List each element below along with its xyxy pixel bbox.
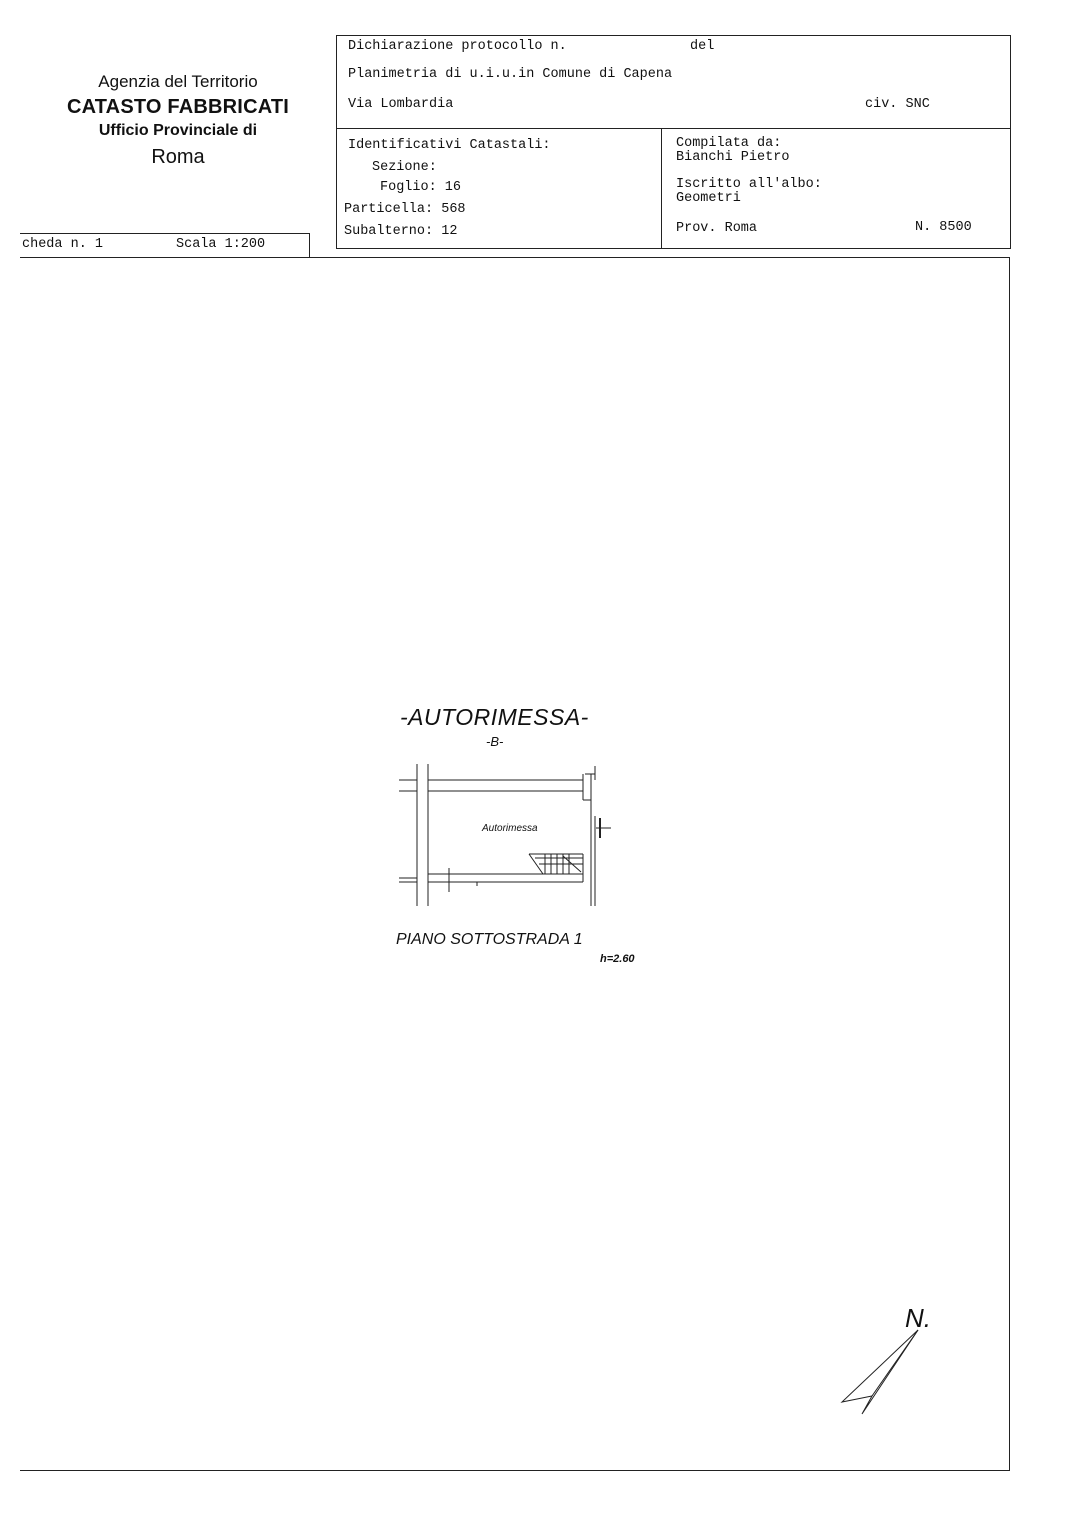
foglio: Foglio: 16 bbox=[380, 180, 462, 195]
info-divider-vertical bbox=[661, 128, 662, 249]
scale-label: Scala 1:200 bbox=[176, 237, 266, 252]
plan-subtitle: -B- bbox=[486, 734, 504, 749]
address: Via Lombardia bbox=[348, 97, 454, 112]
compiler-label: Compilata da: bbox=[676, 136, 782, 151]
identifiers-title: Identificativi Catastali: bbox=[348, 138, 551, 153]
agency-name: Agenzia del Territorio bbox=[98, 72, 258, 91]
frame-top-line bbox=[20, 257, 1010, 258]
info-divider-horizontal bbox=[336, 128, 1011, 129]
compiler-name: Bianchi Pietro bbox=[676, 150, 790, 165]
floor-label: PIANO SOTTOSTRADA 1 bbox=[396, 931, 583, 948]
sezione: Sezione: bbox=[372, 160, 437, 175]
agency-header bbox=[40, 70, 316, 172]
scheda-number: cheda n. 1 bbox=[22, 237, 104, 252]
civic-number: civ. SNC bbox=[865, 97, 930, 112]
catasto-title: CATASTO FABBRICATI bbox=[66, 96, 290, 118]
date-label: del bbox=[690, 39, 715, 54]
albo-value: Geometri bbox=[676, 191, 741, 206]
room-label: Autorimessa bbox=[482, 823, 538, 834]
particella: Particella: 568 bbox=[344, 202, 466, 217]
frame-right-line bbox=[1009, 257, 1010, 1471]
office-label: Ufficio Provinciale di bbox=[98, 122, 258, 139]
plan-line: Planimetria di u.i.u.in Comune di Capena bbox=[348, 67, 673, 82]
province: Prov. Roma bbox=[676, 221, 758, 236]
north-arrow-icon bbox=[836, 1326, 926, 1418]
protocol-label: Dichiarazione protocollo n. bbox=[348, 39, 567, 54]
office-city: Roma bbox=[151, 146, 205, 168]
north-label: N. bbox=[905, 1303, 931, 1333]
subalterno: Subalterno: 12 bbox=[344, 224, 458, 239]
floor-plan bbox=[395, 760, 615, 910]
height-label: h=2.60 bbox=[600, 953, 635, 965]
plan-title: -AUTORIMESSA- bbox=[400, 704, 589, 730]
frame-bottom-line bbox=[20, 1470, 1010, 1471]
registration-number: N. 8500 bbox=[915, 220, 972, 235]
albo-label: Iscritto all'albo: bbox=[676, 177, 822, 192]
